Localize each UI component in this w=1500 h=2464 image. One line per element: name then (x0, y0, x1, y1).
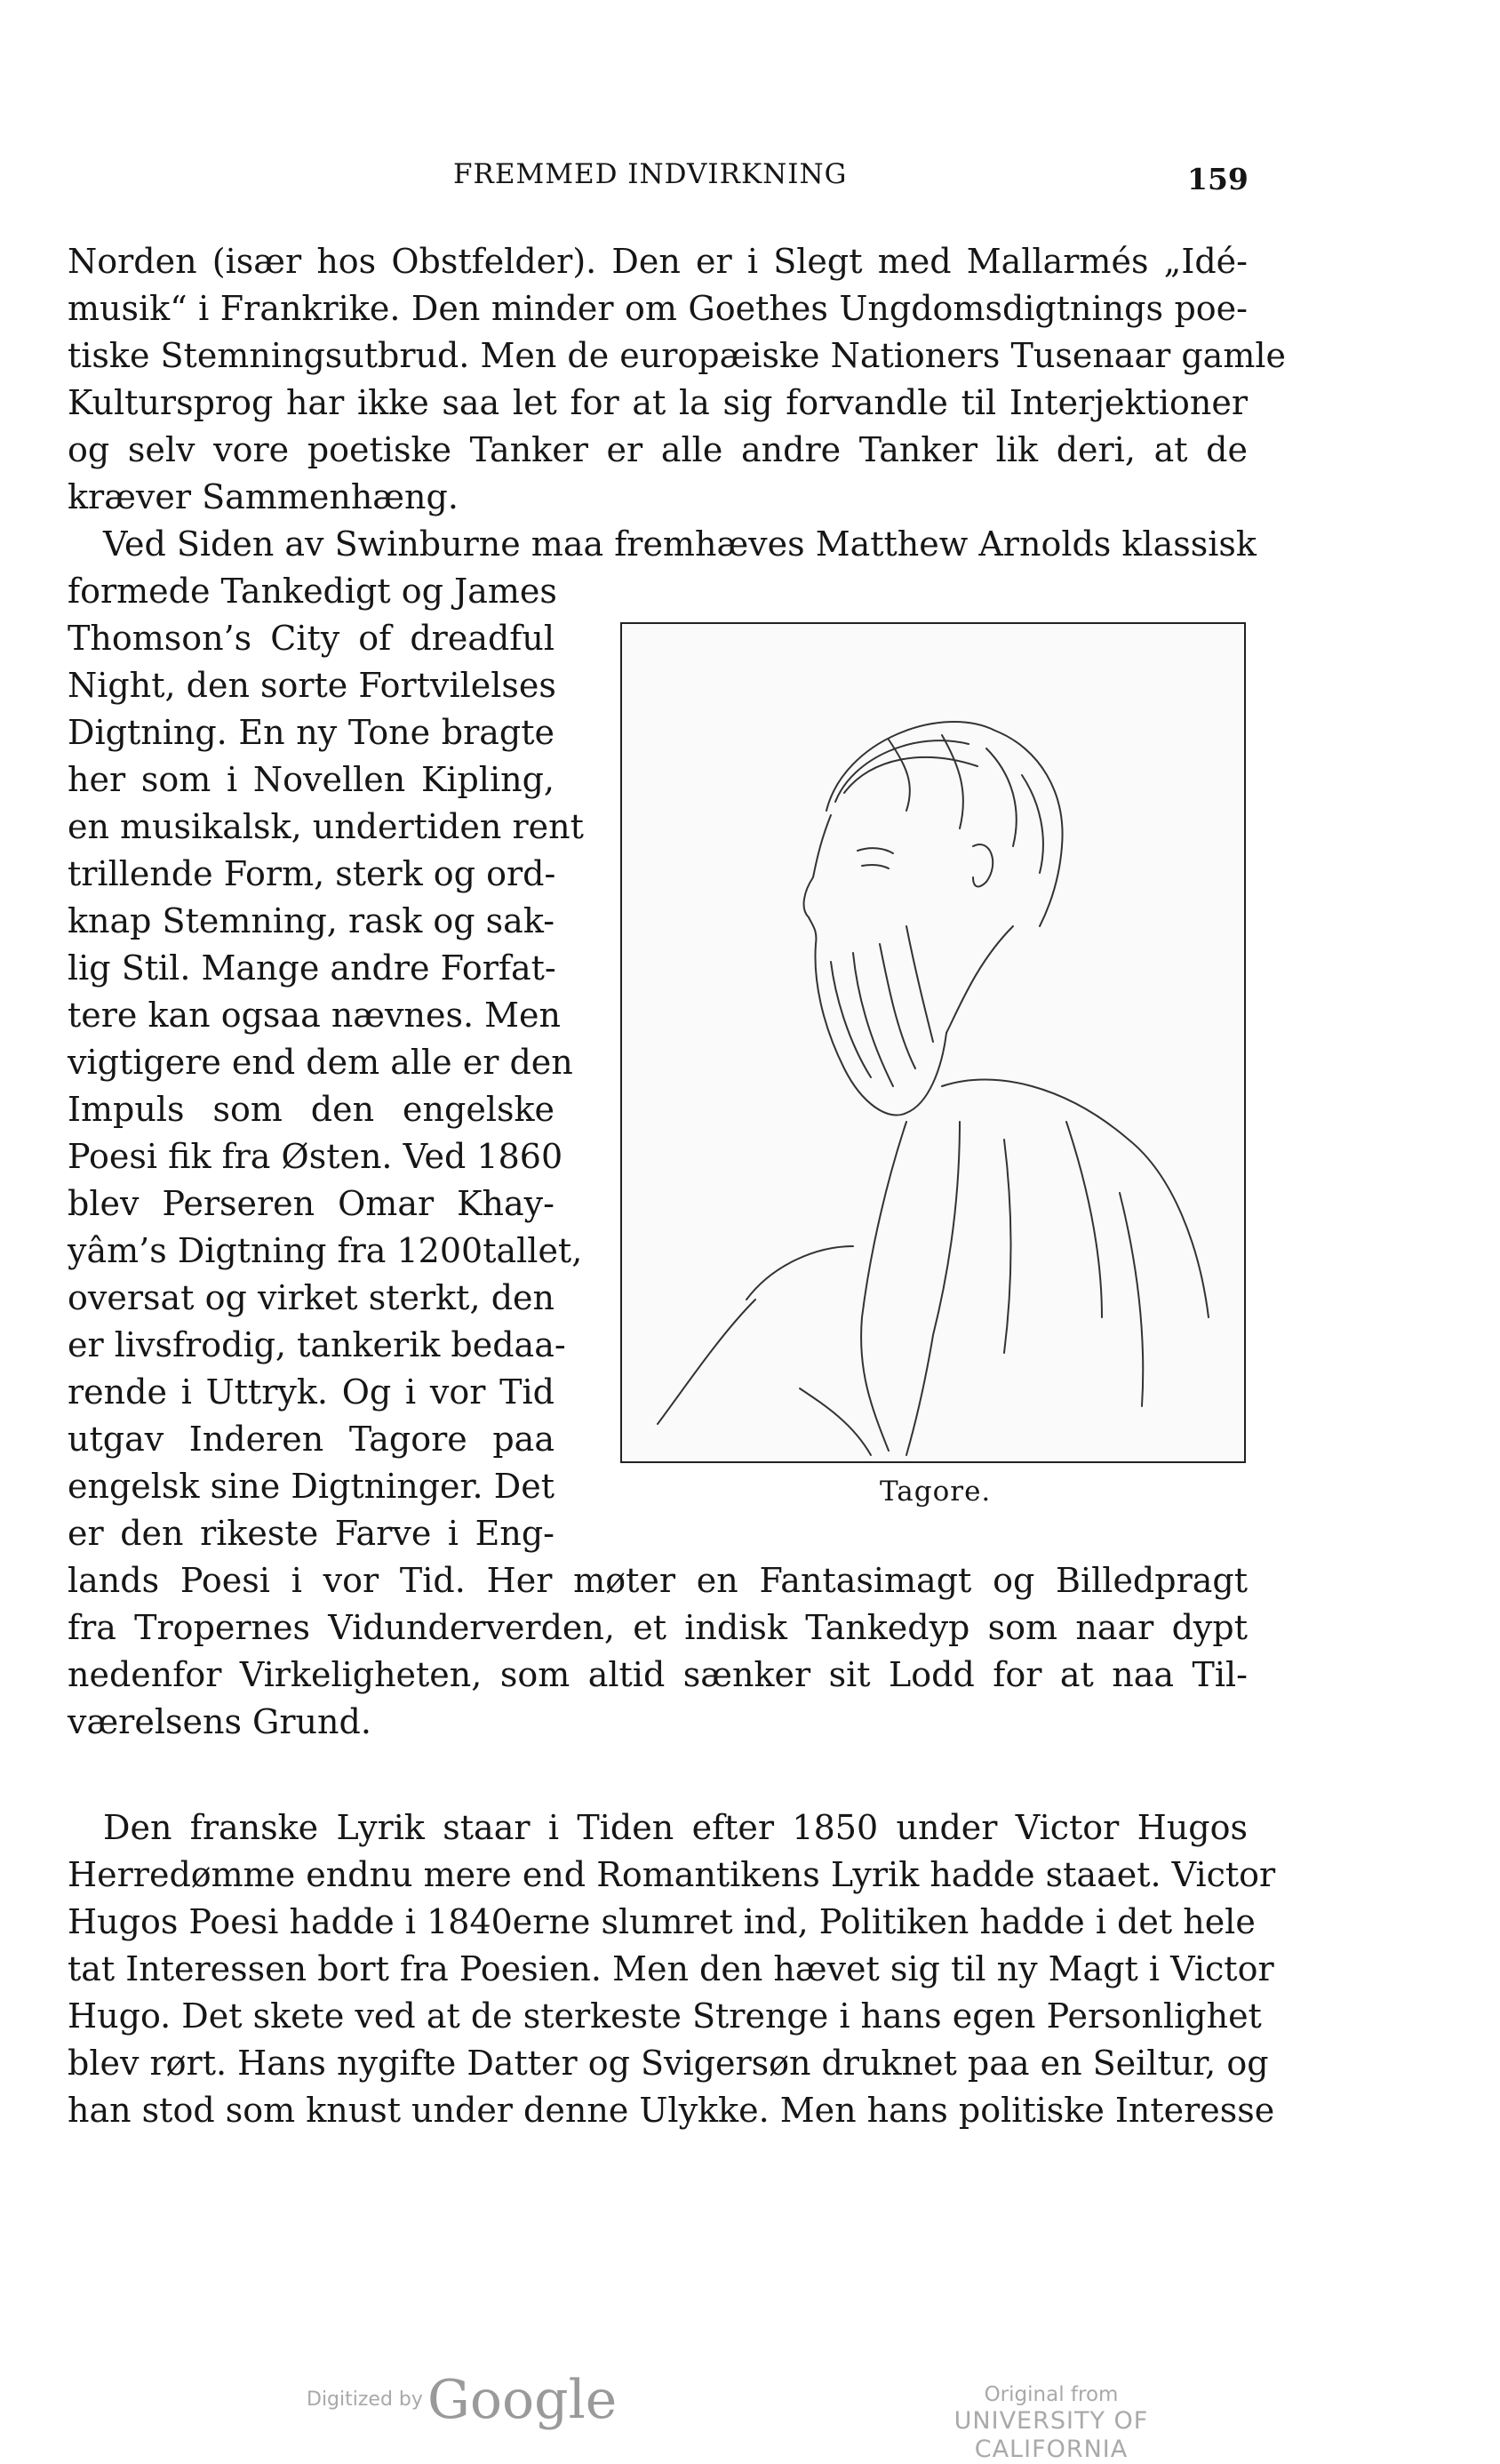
text-line: Thomson’s City of dreadful (68, 619, 555, 658)
text-line: blev rørt. Hans nygifte Datter og Svigersøn druknet paa en Seiltur, og (68, 2044, 1269, 2083)
text-line: Herredømme endnu mere end Romantikens Lyrik hadde staaet. Victor (68, 1855, 1276, 1894)
text-line: lands Poesi i vor Tid. Her møter en Fantasimagt og Billedpragt (68, 1561, 1248, 1600)
digitized-by-watermark (307, 2369, 617, 2431)
text-line: fra Tropernes Vidunderverden, et indisk Tankedyp som naar dypt (68, 1608, 1248, 1647)
google-logo-text: Google (427, 2369, 618, 2431)
text-line: kræver Sammenhæng. (68, 477, 459, 516)
university-text: UNIVERSITY OF CALIFORNIA (953, 2407, 1149, 2463)
text-line: Norden (især hos Obstfelder). Den er i Slegt med Mallarmés „Idé- (68, 242, 1248, 281)
text-line: vigtigere end dem alle er den (68, 1043, 573, 1082)
text-line: oversat og virket sterkt, den (68, 1278, 555, 1317)
text-line: Hugos Poesi hadde i 1840erne slumret ind, Politiken hadde i det hele (68, 1902, 1256, 1941)
text-line: Impuls som den engelske (68, 1090, 555, 1129)
text-line: engelsk sine Digtninger. Det (68, 1467, 555, 1506)
text-line: musik“ i Frankrike. Den minder om Goethes Ungdomsdigtnings poe- (68, 289, 1248, 328)
figure-caption: Tagore. (880, 1476, 992, 1508)
text-line: er den rikeste Farve i Eng- (68, 1514, 555, 1553)
text-line: blev Perseren Omar Khay- (68, 1184, 555, 1223)
text-line: rende i Uttryk. Og i vor Tid (68, 1372, 555, 1412)
original-from-text: Original from (984, 2383, 1119, 2406)
text-line: yâm’s Digtning fra 1200tallet, (68, 1231, 583, 1270)
text-line: Den franske Lyrik staar i Tiden efter 1850 under Victor Hugos (103, 1808, 1248, 1847)
text-line: en musikalsk, undertiden rent (68, 807, 584, 846)
text-line: tat Interessen bort fra Poesien. Men den hævet sig til ny Magt i Victor (68, 1949, 1274, 1988)
text-line: han stod som knust under denne Ulykke. Men hans politiske Interesse (68, 2091, 1275, 2130)
text-line: Kultursprog har ikke saa let for at la sig forvandle til Interjektioner (68, 383, 1248, 422)
page-number: 159 (1187, 162, 1249, 196)
text-line: tiske Stemningsutbrud. Men de europæiske Nationers Tusenaar gamle (68, 336, 1287, 375)
text-line: Poesi fik fra Østen. Ved 1860 (68, 1137, 563, 1176)
text-line: værelsens Grund. (68, 1702, 371, 1741)
text-line: er livsfrodig, tankerik bedaa- (68, 1325, 566, 1364)
text-line: nedenfor Virkeligheten, som altid sænker sit Lodd for at naa Til- (68, 1655, 1248, 1694)
running-header: FREMMED INDVIRKNING (453, 158, 848, 190)
text-line: formede Tankedigt og James (68, 572, 557, 611)
portrait-sketch (622, 624, 1244, 1461)
text-line: Night, den sorte Fortvilelses (68, 666, 556, 705)
text-line: Digtning. En ny Tone bragte (68, 713, 555, 752)
portrait-figure (620, 622, 1246, 1463)
text-line: utgav Inderen Tagore paa (68, 1420, 555, 1459)
text-line: tere kan ogsaa nævnes. Men (68, 996, 561, 1035)
original-from-watermark (891, 2382, 1211, 2464)
text-line: lig Stil. Mange andre Forfat- (68, 948, 556, 988)
text-line: og selv vore poetiske Tanker er alle andre Tanker lik deri, at de (68, 430, 1248, 469)
text-line: her som i Novellen Kipling, (68, 760, 555, 799)
digitized-by-text: Digitized by (307, 2388, 423, 2411)
text-line: trillende Form, sterk og ord- (68, 854, 556, 893)
text-line: knap Stemning, rask og sak- (68, 901, 555, 940)
text-line: Ved Siden av Swinburne maa fremhæves Matthew Arnolds klassisk (103, 524, 1257, 564)
text-line: Hugo. Det skete ved at de sterkeste Strenge i hans egen Personlighet (68, 1996, 1262, 2036)
